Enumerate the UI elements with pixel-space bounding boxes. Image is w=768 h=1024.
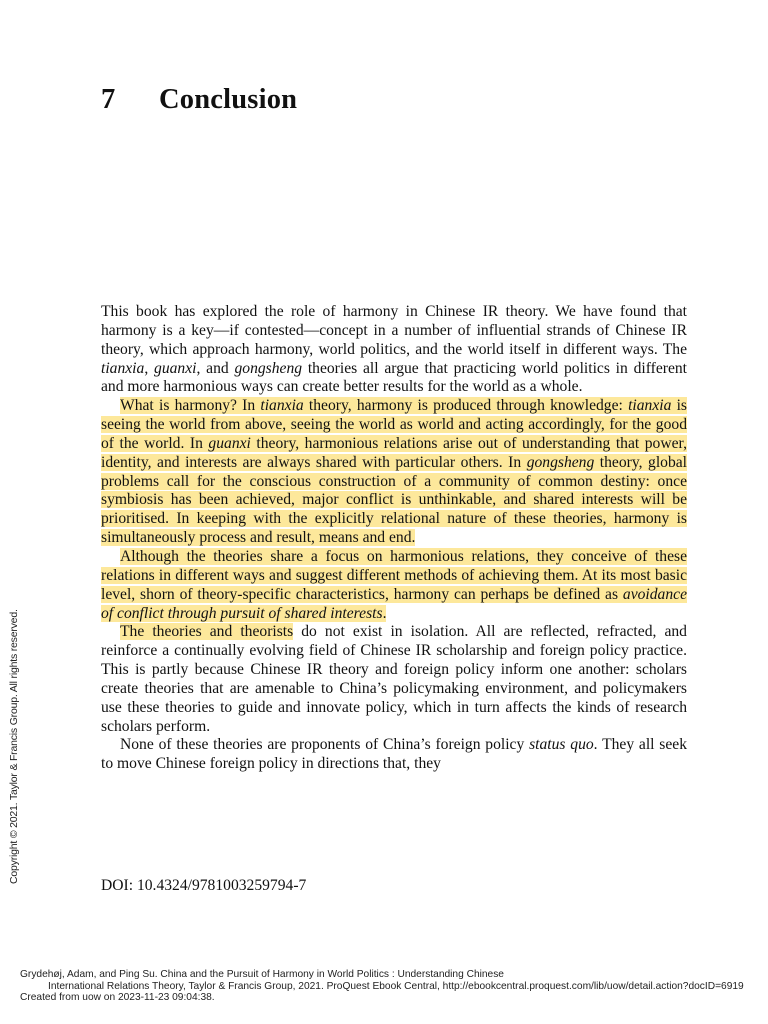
text-run: None of these theories are proponents of China’s foreign policy bbox=[120, 736, 530, 754]
copyright-notice: Copyright © 2021. Taylor & Francis Group. All rights reserved. bbox=[8, 609, 20, 884]
text-run: , and bbox=[196, 359, 235, 377]
highlighted-text: is seeing the world from above, seeing the world as world and acting accordingly, for the good of the world. In bbox=[101, 397, 687, 452]
chapter-title: Conclusion bbox=[159, 84, 298, 115]
footer-citation-line: Grydehøj, Adam, and Ping Su. China and the Pursuit of Harmony in World Politics : Understanding Chinese bbox=[20, 969, 504, 980]
highlighted-text: theory, harmonious relations arise out of understanding that power, identity, and interests are always shared with particular others. In bbox=[101, 434, 687, 471]
highlighted-text: What is harmony? In bbox=[120, 397, 261, 415]
text-run: , bbox=[144, 359, 155, 377]
highlighted-text: tianxia bbox=[260, 397, 304, 415]
text-run: status quo bbox=[529, 736, 594, 754]
chapter-body bbox=[101, 303, 687, 774]
paragraph-harmonious-relations bbox=[101, 548, 687, 623]
text-run: tianxia bbox=[101, 359, 145, 377]
highlighted-text: theory, global problems call for the conscious construction of a community of common destiny: once symbiosis has been achieved, major conflict is unthinkable, and shared interests will be prioritised. In keeping with the explicitly relational nature of these theories, harmony is simultaneously process and result, means and end. bbox=[101, 453, 687, 547]
doi-text: DOI: 10.4324/9781003259794-7 bbox=[101, 877, 307, 894]
text-run: gongsheng bbox=[234, 359, 303, 377]
highlighted-text: avoidance of conflict through pursuit of shared interests bbox=[101, 585, 687, 622]
text-run: . They all seek to move Chinese foreign policy in directions that, they bbox=[101, 736, 688, 773]
chapter-number: 7 bbox=[101, 84, 116, 115]
paragraph-status-quo bbox=[101, 736, 687, 774]
paragraph-intro bbox=[101, 303, 687, 397]
highlighted-text: gongsheng bbox=[526, 453, 595, 471]
highlighted-text: tianxia bbox=[628, 397, 672, 415]
chapter-heading bbox=[101, 84, 297, 116]
footer-source-line: International Relations Theory, Taylor & Francis Group, 2021. ProQuest Ebook Central, http://ebookcentral.proquest.com/lib/uow/detail.action?docID=6919 bbox=[48, 980, 744, 992]
text-run: This book has explored the role of harmony in Chinese IR theory. We have found that harmony is a key—if contested—concept in a number of influential strands of Chinese IR theory, which approach harmony, world politics, and the world itself in different ways. The bbox=[101, 303, 687, 358]
highlighted-text: theory, harmony is produced through knowledge: bbox=[303, 397, 629, 415]
page-footer bbox=[20, 969, 744, 1004]
text-run: do not exist in isolation. All are reflected, refracted, and reinforce a continually evolving field of Chinese IR scholarship and foreign policy practice. This is partly because Chinese IR theory and foreign policy inform one another: scholars create theories that are amenable to China’s policymaking environment, and policymakers use these theories to guide and innovate policy, which in turn affects the kinds of research scholars perform. bbox=[101, 623, 687, 735]
text-run: guanxi bbox=[154, 359, 197, 377]
paragraph-theories-and-theorists bbox=[101, 623, 687, 736]
highlighted-text: Although the theories share a focus on harmonious relations, they conceive of these relations in different ways and suggest different methods of achieving them. At its most basic level, shorn of theory-specific characteristics, harmony can perhaps be defined as bbox=[101, 547, 687, 603]
highlighted-text: guanxi bbox=[208, 434, 251, 452]
text-run: theories all argue that practicing world politics in different and more harmonious ways can create better results for the world as a whole. bbox=[101, 359, 688, 396]
footer-created-line: Created from uow on 2023-11-23 09:04:38. bbox=[20, 992, 215, 1004]
paragraph-what-is-harmony bbox=[101, 397, 687, 548]
highlighted-text: . bbox=[382, 604, 387, 622]
highlighted-text: The theories and theorists bbox=[120, 623, 294, 641]
